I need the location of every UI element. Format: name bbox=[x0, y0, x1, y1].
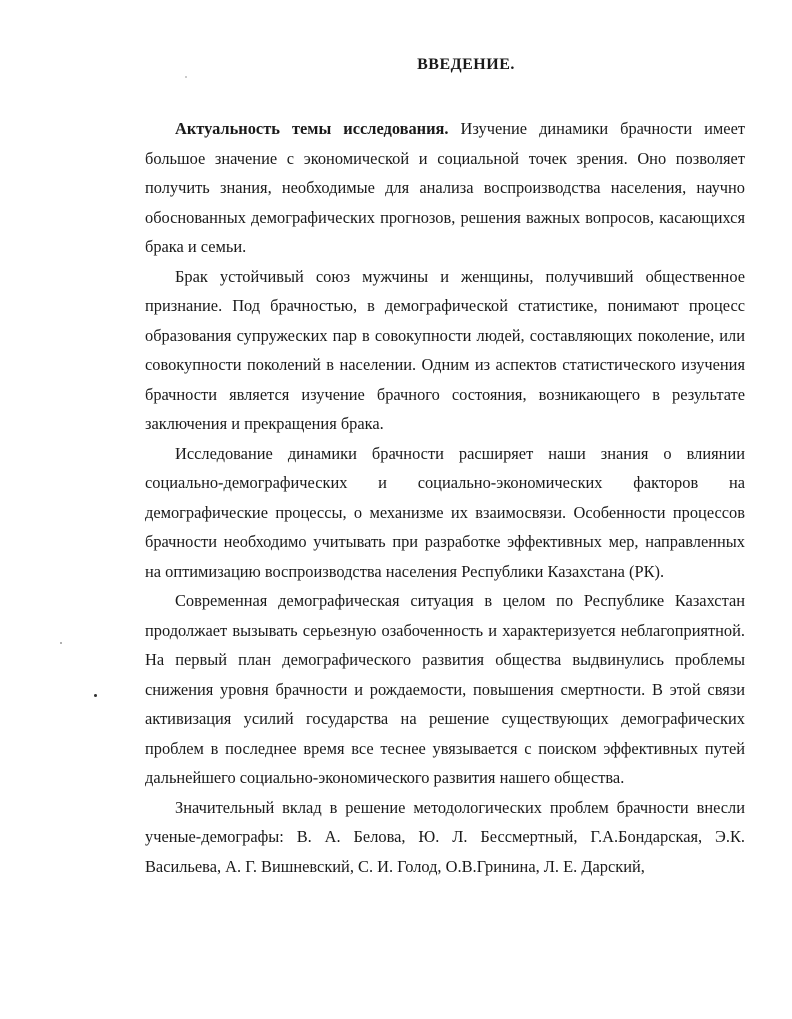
body-text bbox=[145, 114, 745, 881]
scan-speck bbox=[94, 694, 97, 697]
paragraph-text: Современная демографическая ситуация в целом по Республике Казахстан продолжает вызывать серьезную озабоченность и характеризуется неблагоприятной. На первый план демографического развития общества выдвинулись проблемы снижения уровня брачности и рождаемости, повышения смертности. В этой связи активизация усилий государства на решение существующих демографических проблем в последнее время все теснее увязывается с поиском эффективных путей дальнейшего социально-экономического развития нашего общества. bbox=[145, 591, 745, 787]
scan-speck bbox=[185, 76, 187, 78]
paragraph-scholars bbox=[145, 793, 745, 882]
paragraph-marriage-definition bbox=[145, 262, 745, 439]
paragraph-text: Брак устойчивый союз мужчины и женщины, получивший общественное признание. Под брачностью, в демографической статистике, понимают процесс образования супружеских пар в совокупности людей, составляющих поколение, или совокупности поколений в населении. Одним из аспектов статистического изучения брачности является изучение брачного состояния, возникающего в результате заключения и прекращения брака. bbox=[145, 266, 745, 433]
scan-speck bbox=[60, 642, 62, 644]
paragraph-text: Исследование динамики брачности расширяет наши знания о влиянии социально-демографических и социально-экономических факторов на демографические процессы, о механизме их взаимосвязи. Особенности процессов брачности необходимо учитывать при разработке эффективных мер, направленных на оптимизацию воспроизводства населения Республики Казахстана (РК). bbox=[145, 443, 745, 581]
paragraph-text: Изучение динамики брачности имеет большое значение с экономической и социальной точек зрения. Оно позволяет получить знания, необходимые для анализа воспроизводства населения, научно обоснованных демографических прогнозов, решения важных вопросов, касающихся брака и семьи. bbox=[145, 119, 746, 256]
paragraph-situation bbox=[145, 586, 745, 793]
page-title: ВВЕДЕНИЕ. bbox=[417, 56, 515, 73]
paragraph-lead: Актуальность темы исследования. bbox=[175, 119, 449, 138]
paragraph-text: Значительный вклад в решение методологических проблем брачности внесли ученые-демографы: В. А. Белова, Ю. Л. Бессмертный, Г.А.Бондарская, Э.К. Васильева, А. Г. Вишневский, С. И. Голод, О.В.Гринина, Л. Е. Дарский, bbox=[145, 797, 745, 876]
paragraph-research bbox=[145, 439, 745, 587]
paragraph-relevance bbox=[145, 114, 745, 262]
